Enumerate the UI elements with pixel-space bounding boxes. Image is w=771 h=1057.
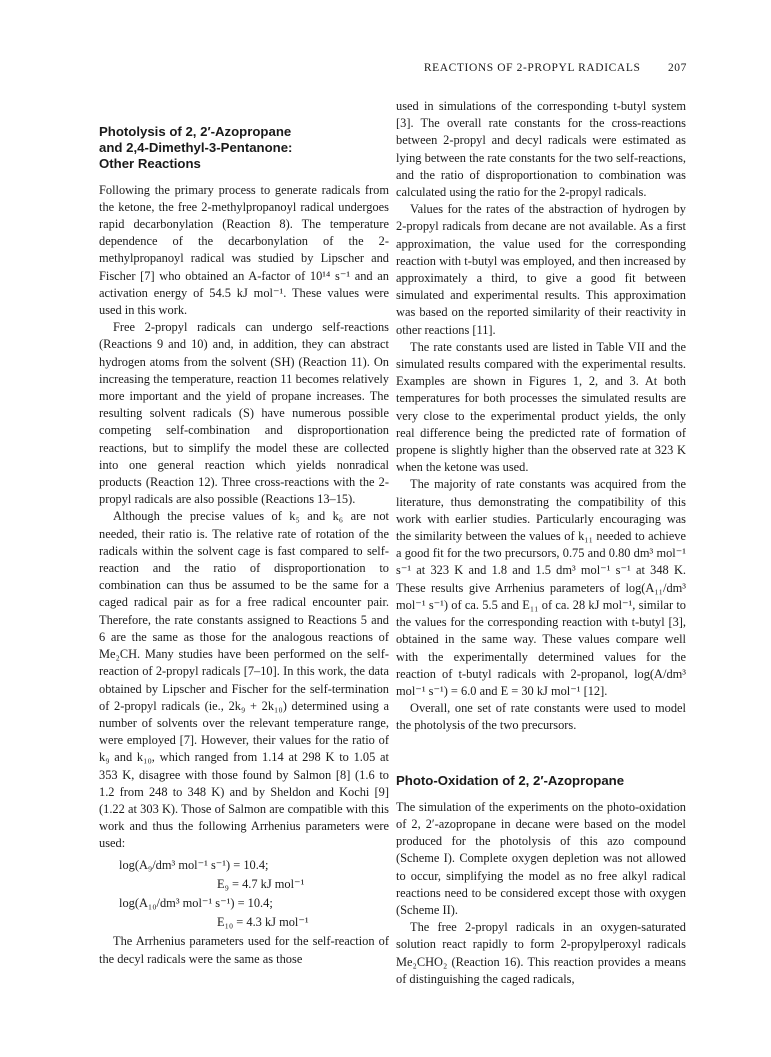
paragraph: The majority of rate constants was acquired from the literature, thus demonstrating the compatibility of this work with earlier studies. Particularly encouraging was the similarity between the values of k₁₁ needed to achieve a good fit for the two precursors, 0.75 and 0.80 dm³ mol⁻¹ s⁻¹ at 323 K and 1.8 and 1.5 dm³ mol⁻¹ s⁻¹ at 348 K. These results give Arrhenius parameters of log(A₁₁/dm³ mol⁻¹ s⁻¹) of ca. 5.5 and E₁₁ of ca. 28 kJ mol⁻¹, similar to the values for the corresponding reaction with t-butyl [3], obtained in the same way. These values compare well with the experimentally determined values for the reaction of t-butyl radicals with 2-propanol, log(A/dm³ mol⁻¹ s⁻¹) = 6.0 and E = 30 kJ mol⁻¹ [12]. (396, 477, 686, 698)
paragraph: The simulation of the experiments on the photo-oxidation of 2, 2′-azopropane in decane were based on the model produced for the photolysis of this azo compound (Scheme I). Complete oxygen depletion was not allowed to occur, simplifying the model as no free alkyl radical reactions need to be considered except those with oxygen (Scheme II). (396, 799, 686, 917)
equation: log(A₁₀/dm³ mol⁻¹ s⁻¹) = 10.4; (119, 895, 273, 910)
paragraph: The rate constants used are listed in Table VII and the simulated results compared with the experimental results. Examples are shown in Figures 1, 2, and 3. At both temperatures for both processes the simulated results are very close to the experimental product yields, the only real difference being the predicted rate of formation of propene is slightly higher than the observed rate at 323 K when the ketone was used. (396, 339, 686, 475)
paragraph: Values for the rates of the abstraction of hydrogen by 2-propyl radicals from decane are not available. As a first approximation, the value used for the corresponding reaction with t-butyl was employed, and then increased by approximately a third, to give a good fit between simulated and experimental results. This approximation was based on the reported similarity of their reactivity in other reactions [11]. (396, 202, 686, 337)
left-column (99, 98, 389, 968)
paragraph: The free 2-propyl radicals in an oxygen-saturated solution react rapidly to form 2-propylperoxyl radicals Me₂CHO₂ (Reaction 16). This reaction provides a means of distinguishing the caged radicals, (396, 920, 686, 986)
section-heading-line-2: and 2,4-Dimethyl-3-Pentanone: (99, 140, 293, 156)
section-heading-line-1: Photolysis of 2, 2′-Azopropane (99, 124, 292, 139)
paragraph: Free 2-propyl radicals can undergo self-reactions (Reactions 9 and 10) and, in addition, they can abstract hydrogen atoms from the solvent (SH) (Reaction 11). On increasing the temperature, reaction 11 becomes relatively more important and the yield of propane increases. The resulting solvent radicals (S) have numerous possible competing self-combination and disproportionation reactions, but to simplify the model these are collected into one general reaction which yields nonradical products (Reaction 12). Three cross-reactions with the 2-propyl radicals are also possible (Reactions 13–15). (99, 320, 389, 507)
equation: E₁₀ = 4.3 kJ mol⁻¹ (217, 915, 309, 930)
equation: E₉ = 4.7 kJ mol⁻¹ (217, 876, 305, 891)
paragraph: Overall, one set of rate constants were used to model the photolysis of the two precursors. (396, 701, 686, 733)
right-column (396, 98, 686, 988)
paragraph: Although the precise values of k₅ and k₆ are not needed, their ratio is. The relative rate of rotation of the radicals within the solvent cage is fast compared to self-reaction and the ratio of disproportionation to combination can thus be assumed to be the same for a caged radical pair as for a free radical encounter pair. Therefore, the rate constants assigned to Reactions 5 and 6 are the same as those for the analogous reactions of Me₂CH. Many studies have been performed on the self-reaction of 2-propyl radicals [7–10]. In this work, the data obtained by Lipscher and Fischer for the self-termination of 2-propyl radicals (ie., 2k₉ + 2k₁₀) determined using a number of solvents over the relevant temperature range, were employed [7]. However, their values for the ratio of k₉ and k₁₀, which ranged from 1.14 at 298 K to 1.05 at 353 K, disagree with those found by Salmon [8] (1.6 to 1.2 from 248 to 348 K) and by Sheldon and Kochi [9] (1.22 at 303 K). Those of Salmon are compatible with this work and thus the following Arrhenius parameters were used: (99, 509, 389, 851)
equation: log(A₉/dm³ mol⁻¹ s⁻¹) = 10.4; (119, 857, 269, 872)
paragraph: The Arrhenius parameters used for the self-reaction of the decyl radicals were the same as those (99, 934, 389, 966)
section-heading-line-3: Other Reactions (99, 156, 201, 172)
page-number: 207 (667, 62, 687, 74)
running-title: REACTIONS OF 2-PROPYL RADICALS (423, 62, 641, 74)
section-heading (99, 124, 389, 173)
paragraph: used in simulations of the corresponding t-butyl system [3]. The overall rate constants for the cross-reactions between 2-propyl and decyl radicals were estimated as lying between the rate constants for the two self-reactions, and the ratio of disproportionation to combination was calculated using the ratio for the 2-propyl radicals. (396, 99, 686, 200)
section-heading: Photo-Oxidation of 2, 2′-Azopropane (396, 772, 625, 788)
paragraph: Following the primary process to generate radicals from the ketone, the free 2-methylpropanoyl radical undergoes rapid decarbonylation (Reaction 8). The temperature dependence of the decarbonylation of the 2-methylpropanoyl radical was studied by Lipscher and Fischer [7] who obtained an A-factor of 10¹⁴ s⁻¹ and an activation energy of 54.5 kJ mol⁻¹. These values were used in this work. (99, 182, 389, 318)
running-head (424, 62, 687, 74)
